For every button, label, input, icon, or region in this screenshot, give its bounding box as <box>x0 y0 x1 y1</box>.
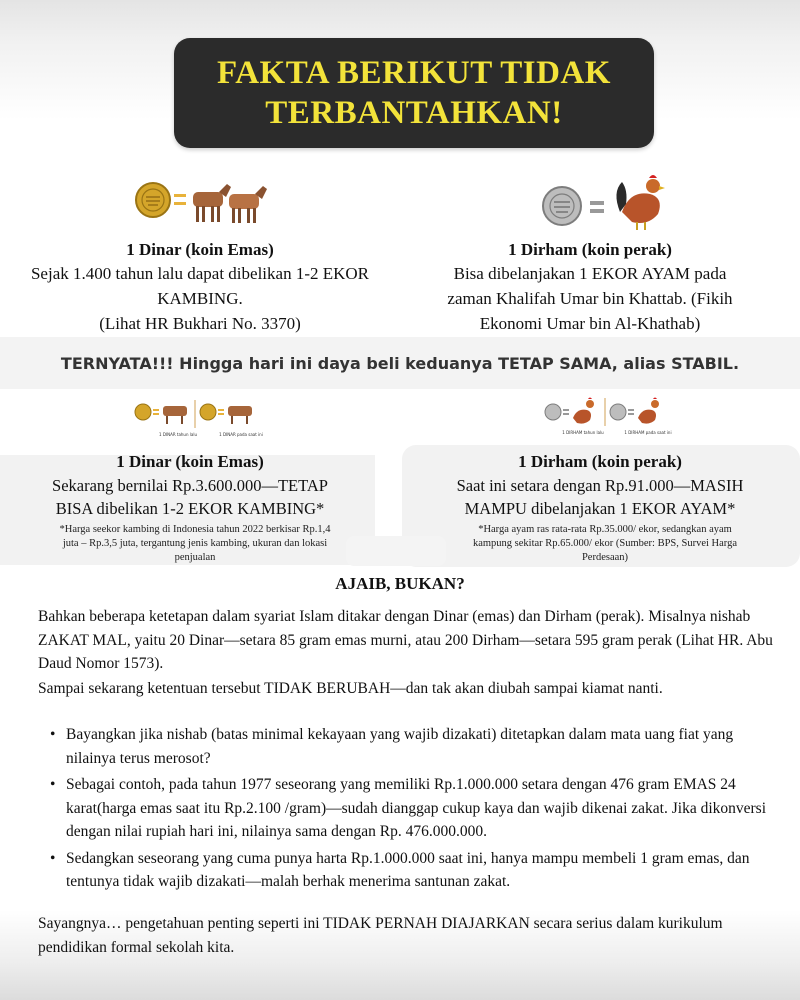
goat-icon <box>229 186 267 223</box>
dinar-goat-illustration <box>133 178 273 228</box>
dinar-note-line-1: *Harga seekor kambing di Indonesia tahun 2022 berkisar Rp.1,4 <box>59 524 331 535</box>
equals-icon <box>174 194 186 205</box>
dinar-price-note <box>0 523 390 565</box>
dirham-top-line-2: zaman Khalifah Umar bin Khattab. (Fikih <box>447 289 733 308</box>
dinar-now-title: 1 Dinar (koin Emas) <box>116 452 264 471</box>
paragraph-unchanged: Sampai sekarang ketentuan tersebut TIDAK BERUBAH—dan tak akan diubah sampai kiamat nanti. <box>38 680 663 697</box>
section-title: AJAIB, BUKAN? <box>335 574 465 593</box>
title-line-1: FAKTA BERIKUT TIDAK <box>217 55 611 91</box>
gold-coin-icon <box>136 183 170 217</box>
dirham-price-note <box>420 523 790 565</box>
goat-icon <box>193 184 231 222</box>
equals-icon <box>590 201 604 213</box>
dirham-now-label: 1 DIRHAM pada saat ini <box>624 430 672 435</box>
dinar-comparison-illustration <box>133 398 263 442</box>
dirham-now-title: 1 Dirham (koin perak) <box>518 452 682 471</box>
silver-coin-icon <box>543 187 581 225</box>
list-item: • Bayangkan jika nishab (batas minimal kekayaan yang wajib dizakati) ditetapkan dalam mata uang fiat yang nilainya terus merosot? <box>50 723 770 770</box>
dinar-note-line-3: penjualan <box>174 552 216 563</box>
dinar-top-line-3: (Lihat HR Bukhari No. 3370) <box>99 314 301 333</box>
dinar-now-text <box>0 474 380 520</box>
dinar-now-line-1: Sekarang bernilai Rp.3.600.000—TETAP <box>52 476 328 495</box>
dirham-now-text <box>410 474 790 520</box>
paragraph-closing: Sayangnya… pengetahuan penting seperti ini TIDAK PERNAH DIAJARKAN secara serius dalam kurikulum pendidikan formal sekolah kita. <box>38 915 723 956</box>
dirham-top-line-3: Ekonomi Umar bin Al-Khathab) <box>479 314 701 333</box>
dirham-chicken-illustration <box>540 172 675 232</box>
dirham-now-line-2: MAMPU dibelanjakan 1 EKOR AYAM* <box>464 499 736 518</box>
equals-icon <box>563 409 569 415</box>
goat-icon <box>228 406 252 424</box>
goat-icon <box>163 406 187 424</box>
title-line-2: TERBANTAHKAN! <box>265 95 563 131</box>
bullet-list <box>50 723 770 897</box>
dinar-top-text <box>0 261 400 336</box>
dinar-now-line-2: BISA dibelikan 1-2 EKOR KAMBING* <box>55 499 325 518</box>
dirham-now-line-1: Saat ini setara dengan Rp.91.000—MASIH <box>456 476 744 495</box>
title-banner <box>174 38 654 148</box>
dinar-note-line-2: juta – Rp.3,5 juta, tergantung jenis kambing, ukuran dan lokasi <box>62 538 328 549</box>
list-item: • Sedangkan seseorang yang cuma punya harta Rp.1.000.000 saat ini, hanya mampu membeli 1 gram emas, dan tentunya tidak wajib dizakati—malah berhak menerima santunan zakat. <box>50 847 770 894</box>
stability-band <box>0 337 800 389</box>
chicken-icon <box>573 398 594 424</box>
silver-coin-icon <box>610 404 626 420</box>
dirham-then-label: 1 DIRHAM tahun lalu <box>562 430 604 435</box>
dirham-note-line-1: *Harga ayam ras rata-rata Rp.35.000/ ekor, sedangkan ayam <box>478 524 732 535</box>
gold-coin-icon <box>200 404 216 420</box>
dinar-top-line-1: Sejak 1.400 tahun lalu dapat dibelikan 1-2 EKOR <box>30 264 370 283</box>
dirham-note-line-3: Perdesaan) <box>581 552 629 563</box>
dirham-top-line-1: Bisa dibelanjakan 1 EKOR AYAM pada <box>453 264 727 283</box>
dinar-then-label: 1 DINAR tahun lalu <box>159 432 197 437</box>
gold-coin-icon <box>135 404 151 420</box>
dirham-top-title: 1 Dirham (koin perak) <box>508 240 672 259</box>
stability-band-text: TERNYATA!!! Hingga hari ini daya beli keduanya TETAP SAMA, alias STABIL. <box>60 353 740 373</box>
dinar-top-line-2: KAMBING. <box>157 289 243 308</box>
equals-icon <box>153 409 159 415</box>
equals-icon <box>218 409 224 415</box>
equals-icon <box>628 409 634 415</box>
silver-coin-icon <box>545 404 561 420</box>
dirham-comparison-illustration <box>543 396 673 442</box>
dirham-top-text <box>400 261 780 336</box>
dinar-now-label: 1 DINAR pada saat ini <box>219 432 263 437</box>
paragraph-zakat: Bahkan beberapa ketetapan dalam syariat Islam ditakar dengan Dinar (emas) dan Dirham (perak). Misalnya nishab ZAKAT MAL, yaitu 20 Dinar—setara 85 gram emas murni, atau 200 Dirham—setara 595 gram perak (Lihat HR. Abu Daud Nomor 1573). <box>38 608 773 672</box>
chicken-icon <box>616 175 665 230</box>
chicken-icon <box>638 398 659 424</box>
dirham-note-line-2: kampung sekitar Rp.65.000/ ekor (Sumber: BPS, Survei Harga <box>472 538 738 549</box>
list-item: • Sebagai contoh, pada tahun 1977 seseorang yang memiliki Rp.1.000.000 setara dengan 476 gram EMAS 24 karat(harga emas saat itu Rp.2.100 /gram)—sudah dianggap cukup kaya dan wajib dikenai zakat. Jika dikonversi dengan nilai rupiah hari ini, nilainya sama dengan Rp. 476.000.000. <box>50 773 770 844</box>
dinar-top-title: 1 Dinar (koin Emas) <box>126 240 274 259</box>
